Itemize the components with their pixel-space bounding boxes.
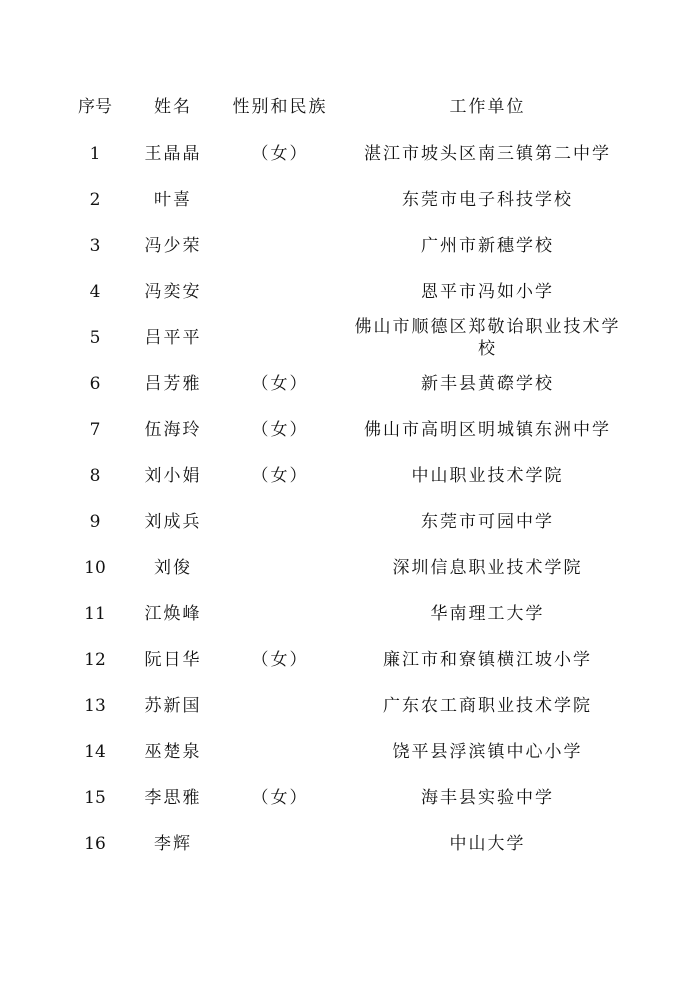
row-sex xyxy=(225,269,335,315)
row-sex xyxy=(225,591,335,637)
row-unit-text: 广州市新穗学校 xyxy=(421,236,554,256)
row-unit xyxy=(350,315,625,361)
row-unit-text: 廉江市和寮镇横江坡小学 xyxy=(383,650,592,670)
row-unit-text: 东莞市可园中学 xyxy=(421,512,554,532)
table-row xyxy=(0,545,700,591)
header-unit: 工作单位 xyxy=(449,97,526,117)
row-name: 李思雅 xyxy=(144,788,202,808)
table-row xyxy=(0,177,700,223)
row-sex xyxy=(225,729,335,775)
row-name: 王晶晶 xyxy=(144,144,202,164)
table-row xyxy=(0,729,700,775)
table-row xyxy=(0,591,700,637)
row-unit xyxy=(350,545,625,591)
row-unit-text: 东莞市电子科技学校 xyxy=(402,190,573,210)
row-name: 江焕峰 xyxy=(144,604,202,624)
header-name: 姓名 xyxy=(154,97,192,117)
row-name: 李辉 xyxy=(154,834,192,854)
header-no: 序号 xyxy=(78,97,112,117)
table-row xyxy=(0,821,700,867)
row-name: 吕芳雅 xyxy=(144,374,202,394)
row-name: 刘小娟 xyxy=(144,466,202,486)
row-unit xyxy=(350,361,625,407)
table-row xyxy=(0,683,700,729)
row-name: 伍海玲 xyxy=(144,420,202,440)
row-unit xyxy=(350,729,625,775)
row-sex: （女） xyxy=(251,650,309,670)
row-sex xyxy=(225,177,335,223)
table-header xyxy=(0,84,700,130)
row-unit-text: 深圳信息职业技术学院 xyxy=(392,558,583,578)
table-row xyxy=(0,131,700,177)
header-sex: 性别和民族 xyxy=(232,97,328,117)
row-name: 吕平平 xyxy=(144,328,202,348)
row-unit xyxy=(350,177,625,223)
row-sex xyxy=(225,499,335,545)
table-row xyxy=(0,453,700,499)
row-no: 7 xyxy=(89,420,101,440)
row-name: 冯奕安 xyxy=(144,282,202,302)
row-unit xyxy=(350,499,625,545)
row-sex xyxy=(225,223,335,269)
row-sex xyxy=(225,821,335,867)
row-no: 14 xyxy=(84,742,106,762)
row-name: 苏新国 xyxy=(144,696,202,716)
row-name: 巫楚泉 xyxy=(144,742,202,762)
row-name: 冯少荣 xyxy=(144,236,202,256)
row-no: 1 xyxy=(89,144,101,164)
row-unit xyxy=(350,683,625,729)
row-no: 16 xyxy=(84,834,106,854)
row-no: 15 xyxy=(84,788,106,808)
row-no: 3 xyxy=(89,236,101,256)
row-unit-text: 佛山市高明区明城镇东洲中学 xyxy=(364,420,611,440)
row-unit xyxy=(350,775,625,821)
row-unit xyxy=(350,269,625,315)
row-unit-text: 海丰县实验中学 xyxy=(421,788,554,808)
row-sex xyxy=(225,315,335,361)
row-unit-text: 中山大学 xyxy=(449,834,526,854)
row-name: 刘俊 xyxy=(154,558,192,578)
row-no: 13 xyxy=(84,696,106,716)
row-name: 刘成兵 xyxy=(144,512,202,532)
table-row xyxy=(0,637,700,683)
row-unit-text: 佛山市顺德区郑敬诒职业技术学校 xyxy=(354,317,621,359)
row-unit xyxy=(350,453,625,499)
table-row xyxy=(0,407,700,453)
row-no: 4 xyxy=(89,282,101,302)
row-unit-text: 饶平县浮滨镇中心小学 xyxy=(392,742,583,762)
row-unit xyxy=(350,637,625,683)
row-unit-text: 湛江市坡头区南三镇第二中学 xyxy=(364,144,611,164)
row-unit-text: 恩平市冯如小学 xyxy=(421,282,554,302)
row-sex: （女） xyxy=(251,788,309,808)
row-unit-text: 华南理工大学 xyxy=(430,604,545,624)
row-no: 10 xyxy=(84,558,106,578)
row-sex xyxy=(225,683,335,729)
row-unit xyxy=(350,131,625,177)
table-row xyxy=(0,361,700,407)
row-no: 12 xyxy=(84,650,106,670)
row-sex: （女） xyxy=(251,144,309,164)
table-row xyxy=(0,499,700,545)
row-unit-text: 广东农工商职业技术学院 xyxy=(383,696,592,716)
row-sex: （女） xyxy=(251,374,309,394)
row-unit xyxy=(350,821,625,867)
table-row xyxy=(0,315,700,361)
row-no: 5 xyxy=(89,328,101,348)
row-no: 6 xyxy=(89,374,101,394)
table-row xyxy=(0,269,700,315)
row-no: 2 xyxy=(89,190,101,210)
table-row xyxy=(0,775,700,821)
row-no: 9 xyxy=(89,512,101,532)
row-unit xyxy=(350,591,625,637)
row-unit-text: 中山职业技术学院 xyxy=(411,466,564,486)
row-unit-text: 新丰县黄磜学校 xyxy=(421,374,554,394)
row-sex: （女） xyxy=(251,466,309,486)
row-name: 阮日华 xyxy=(144,650,202,670)
row-no: 11 xyxy=(84,604,106,624)
row-unit xyxy=(350,223,625,269)
row-sex xyxy=(225,545,335,591)
table-row xyxy=(0,223,700,269)
row-sex: （女） xyxy=(251,420,309,440)
row-no: 8 xyxy=(89,466,101,486)
row-unit xyxy=(350,407,625,453)
row-name: 叶喜 xyxy=(154,190,192,210)
